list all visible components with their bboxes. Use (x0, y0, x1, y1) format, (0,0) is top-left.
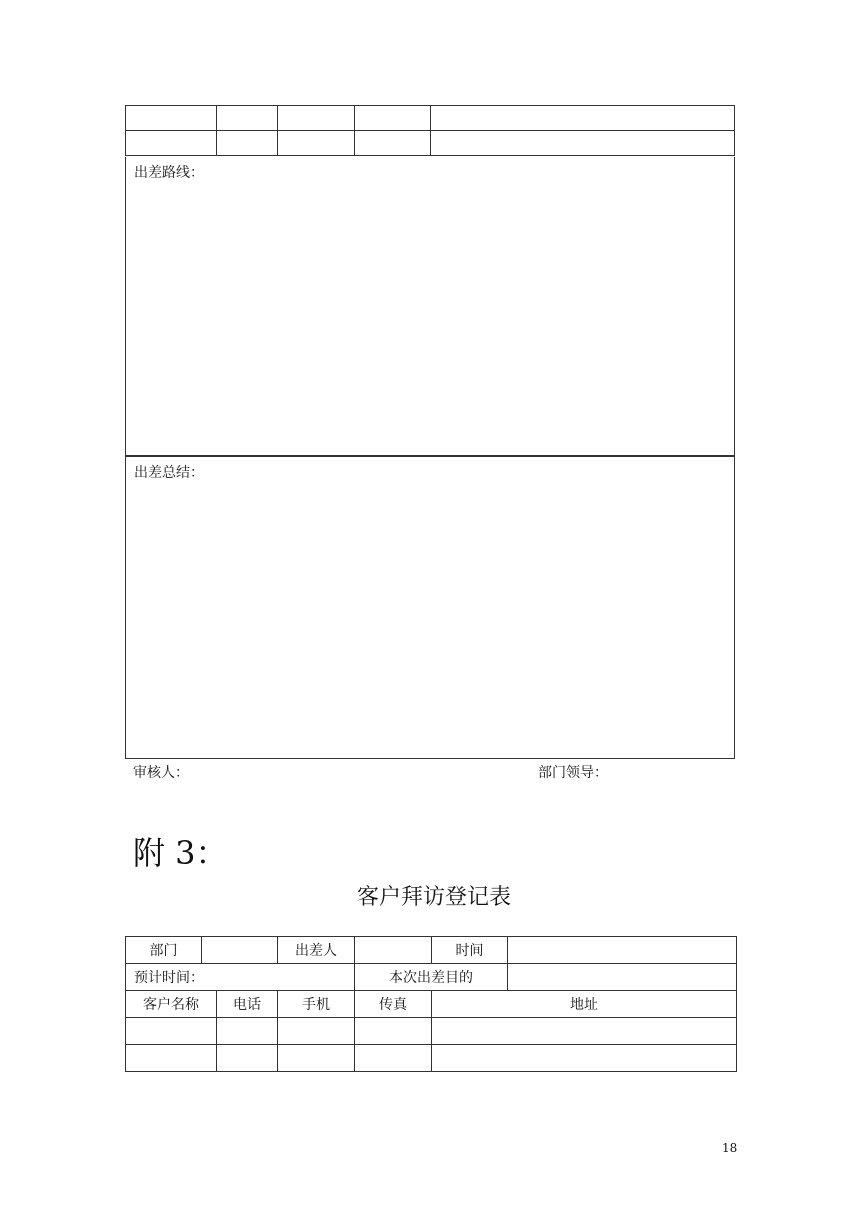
time-field[interactable] (508, 937, 737, 964)
table-cell[interactable] (217, 1045, 278, 1072)
table-cell[interactable] (278, 131, 355, 156)
trip-summary-label: 出差总结： (134, 465, 204, 481)
dept-field[interactable] (202, 937, 278, 964)
table-cell[interactable] (355, 131, 431, 156)
table-row (126, 1018, 737, 1045)
dept-leader-label: 部门领导： (538, 765, 608, 781)
page-number: 18 (722, 1141, 738, 1155)
table-row (126, 1045, 737, 1072)
table-cell[interactable] (126, 106, 217, 131)
column-header: 客户名称 (126, 991, 217, 1018)
planned-time-label[interactable]: 预计时间： (126, 964, 355, 991)
table-cell[interactable] (278, 1045, 355, 1072)
trip-route-box[interactable] (125, 157, 735, 456)
table-row (126, 964, 737, 991)
table-cell[interactable] (432, 1018, 737, 1045)
table-row (126, 131, 735, 156)
column-header: 手机 (278, 991, 355, 1018)
form-title: 客户拜访登记表 (356, 885, 511, 910)
table-cell[interactable] (432, 1045, 737, 1072)
dept-label: 部门 (126, 937, 202, 964)
column-header: 电话 (217, 991, 278, 1018)
table-header-row (126, 991, 737, 1018)
table-cell[interactable] (217, 131, 278, 156)
table-cell[interactable] (217, 106, 278, 131)
reviewer-label: 审核人： (133, 765, 189, 781)
table-cell[interactable] (126, 131, 217, 156)
column-header: 传真 (355, 991, 432, 1018)
trip-table-continued (125, 105, 735, 156)
time-label: 时间 (432, 937, 508, 964)
table-cell[interactable] (217, 1018, 278, 1045)
table-row (126, 106, 735, 131)
table-cell[interactable] (126, 1018, 217, 1045)
traveler-label: 出差人 (278, 937, 355, 964)
table-cell[interactable] (278, 1018, 355, 1045)
table-cell[interactable] (431, 131, 735, 156)
table-cell[interactable] (431, 106, 735, 131)
traveler-field[interactable] (355, 937, 432, 964)
column-header: 地址 (432, 991, 737, 1018)
appendix-heading: 附 3： (133, 834, 228, 872)
table-cell[interactable] (355, 1045, 432, 1072)
trip-purpose-field[interactable] (508, 964, 737, 991)
trip-purpose-label: 本次出差目的 (355, 964, 508, 991)
table-cell[interactable] (355, 106, 431, 131)
table-cell[interactable] (355, 1018, 432, 1045)
table-row (126, 937, 737, 964)
trip-route-label: 出差路线： (134, 165, 204, 181)
trip-summary-box[interactable] (125, 456, 735, 759)
customer-visit-table (125, 936, 737, 1072)
table-cell[interactable] (126, 1045, 217, 1072)
table-cell[interactable] (278, 106, 355, 131)
